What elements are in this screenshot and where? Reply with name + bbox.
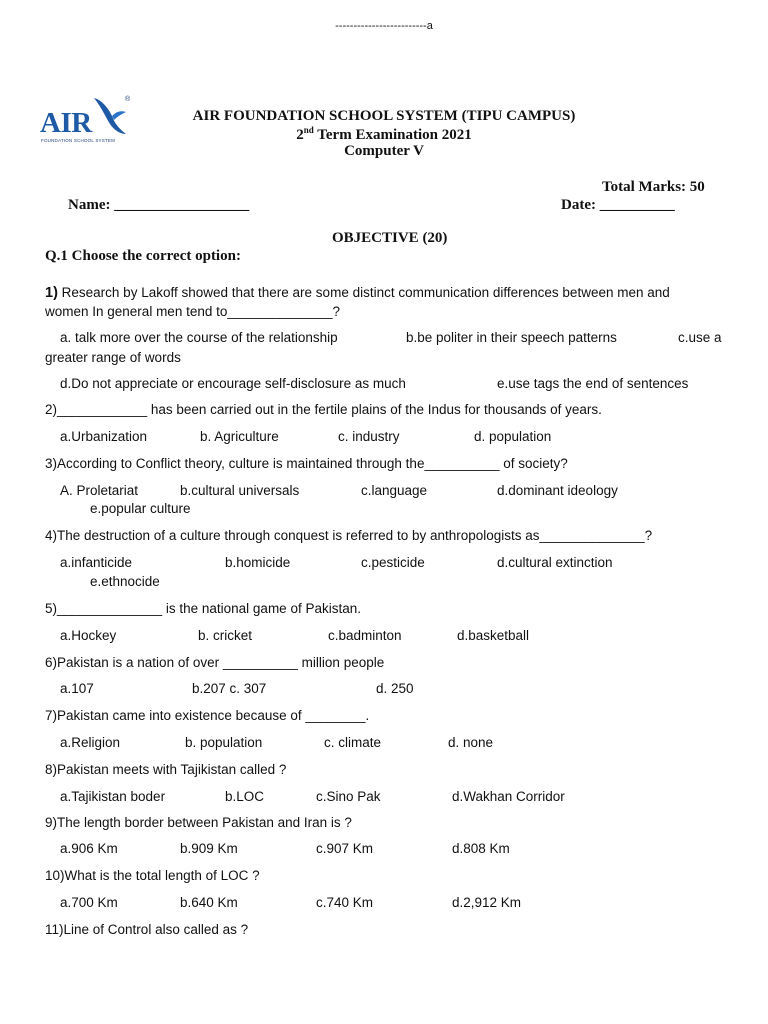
q7-option-d: d. none [448, 735, 494, 750]
q9-option-a: a.906 Km [60, 841, 118, 856]
q1-option-b: b.be politer in their speech patterns [406, 330, 617, 345]
q1-option-c: c.use a [678, 330, 722, 345]
q10-text: 10)What is the total length of LOC ? [45, 868, 260, 883]
q4-option-a: a.infanticide [60, 555, 133, 570]
subject-title: Computer V [344, 143, 424, 159]
q2-text: 2)____________ has been carried out in the fertile plains of the Indus for thousands of years. [45, 402, 602, 417]
q4-text: 4)The destruction of a culture through conquest is referred to by anthropologists as______________? [45, 528, 653, 543]
school-name: AIR FOUNDATION SCHOOL SYSTEM (TIPU CAMPUS) [192, 108, 576, 124]
logo-subtitle: FOUNDATION SCHOOL SYSTEM [41, 138, 116, 143]
q1-option-c-cont: greater range of words [45, 350, 181, 365]
q2-option-c: c. industry [338, 429, 400, 444]
q8-option-a: a.Tajikistan boder [60, 789, 166, 804]
q7-option-b: b. population [185, 735, 263, 750]
q9-option-c: c.907 Km [316, 841, 374, 856]
q9-option-d: d.808 Km [452, 841, 510, 856]
term-number: 2 [296, 127, 304, 143]
q4-option-d: d.cultural extinction [497, 555, 613, 570]
term-rest: Term Examination 2021 [313, 127, 472, 143]
q1-option-e: e.use tags the end of sentences [497, 376, 689, 391]
q10-option-b: b.640 Km [180, 895, 238, 910]
q5-option-d: d.basketball [457, 628, 530, 643]
q5-option-b: b. cricket [198, 628, 253, 643]
total-marks: Total Marks: 50 [602, 179, 705, 195]
exam-title [0, 125, 768, 144]
q5-text: 5)______________ is the national game of Pakistan. [45, 601, 361, 616]
q3-option-e: e.popular culture [90, 501, 191, 516]
trademark-mark: ® [125, 96, 131, 103]
q1-option-a: a. talk more over the course of the relationship [60, 330, 338, 345]
q6-option-d: d. 250 [376, 681, 414, 696]
term-superscript: nd [303, 125, 314, 135]
logo-text: AIR [40, 107, 92, 139]
q5-option-c: c.badminton [328, 628, 402, 643]
question-heading: Q.1 Choose the correct option: [45, 248, 241, 264]
q6-text: 6)Pakistan is a nation of over __________ million people [45, 655, 385, 670]
q2-option-b: b. Agriculture [200, 429, 279, 444]
q3-option-a: A. Proletariat [60, 483, 139, 498]
q1-line1 [45, 285, 670, 301]
q6-option-a: a.107 [60, 681, 94, 696]
q8-option-c: c.Sino Pak [316, 789, 381, 804]
q3-text: 3)According to Conflict theory, culture is maintained through the__________ of society? [45, 456, 568, 471]
q1-line2: women In general men tend to______________? [45, 304, 340, 319]
q10-option-d: d.2,912 Km [452, 895, 522, 910]
name-field: Name: __________________ [68, 197, 250, 213]
q9-option-b: b.909 Km [180, 841, 238, 856]
q11-text: 11)Line of Control also called as ? [45, 922, 249, 937]
q8-option-d: d.Wakhan Corridor [452, 789, 565, 804]
q2-option-d: d. population [474, 429, 552, 444]
q3-option-d: d.dominant ideology [497, 483, 618, 498]
q4-option-c: c.pesticide [361, 555, 425, 570]
q7-option-c: c. climate [324, 735, 382, 750]
q8-text: 8)Pakistan meets with Tajikistan called ? [45, 762, 287, 777]
q10-option-a: a.700 Km [60, 895, 118, 910]
q4-option-b: b.homicide [225, 555, 291, 570]
q7-option-a: a.Religion [60, 735, 121, 750]
section-title: OBJECTIVE (20) [332, 230, 448, 246]
q6-option-b-c: b.207 c. 307 [192, 681, 267, 696]
q3-option-b: b.cultural universals [180, 483, 300, 498]
q2-option-a: a.Urbanization [60, 429, 148, 444]
q9-text: 9)The length border between Pakistan and Iran is ? [45, 815, 352, 830]
q10-option-c: c.740 Km [316, 895, 374, 910]
q1-text: Research by Lakoff showed that there are some distinct communication differences between men and [57, 285, 670, 300]
q4-option-e: e.ethnocide [90, 574, 160, 589]
q5-option-a: a.Hockey [60, 628, 117, 643]
q3-option-c: c.language [361, 483, 428, 498]
q1-option-d: d.Do not appreciate or encourage self-disclosure as much [60, 376, 406, 391]
q8-option-b: b.LOC [225, 789, 265, 804]
q1-number: 1) [45, 285, 58, 301]
top-dash-line: -------------------------a [335, 20, 433, 32]
q7-text: 7)Pakistan came into existence because of ________. [45, 708, 370, 723]
date-field: Date: __________ [561, 197, 675, 213]
